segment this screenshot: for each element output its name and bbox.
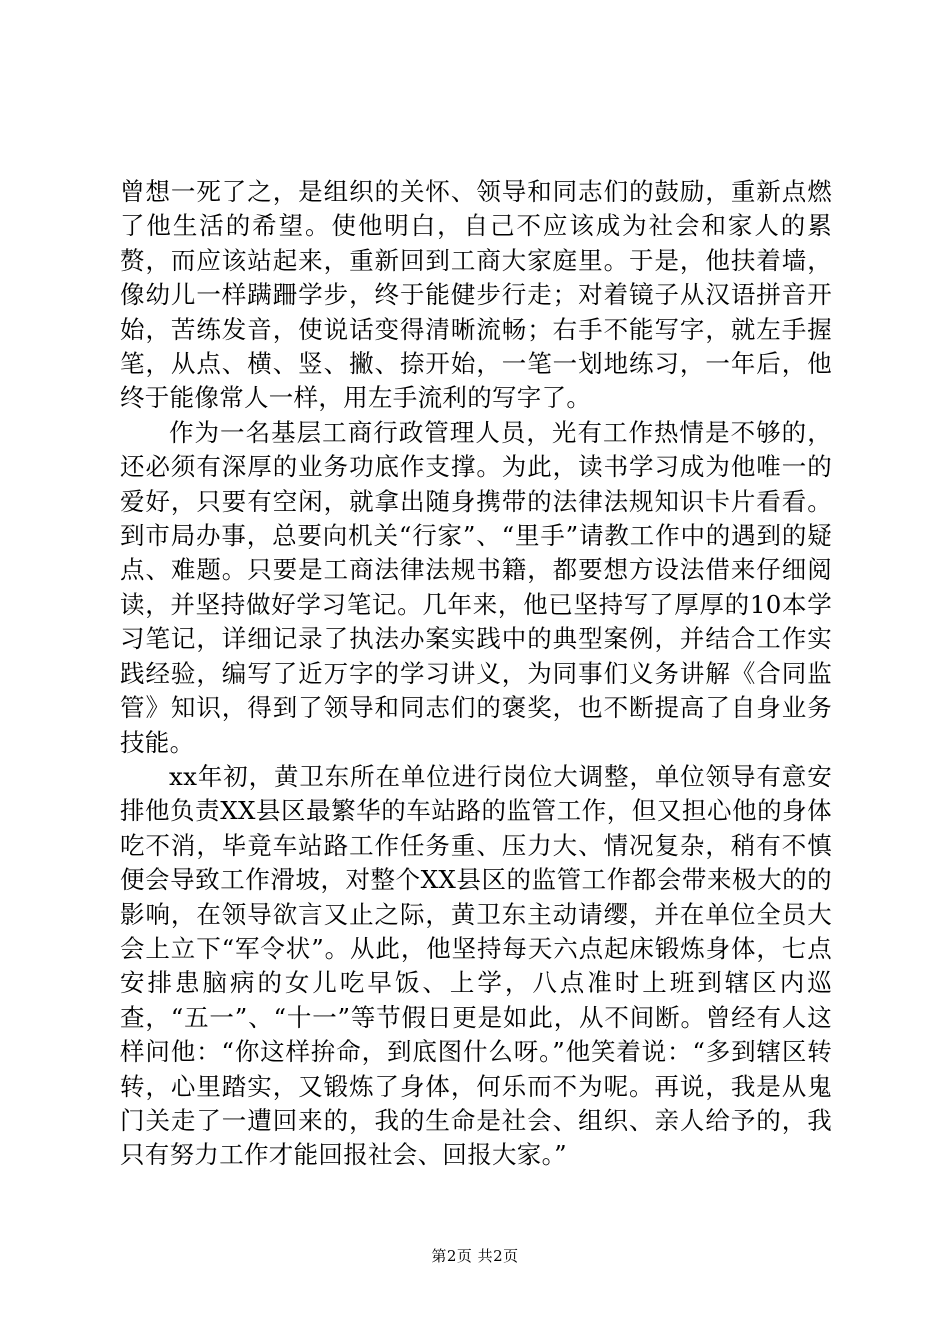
paragraph-1: 曾想一死了之，是组织的关怀、领导和同志们的鼓励，重新点燃了他生活的希望。使他明白，自己不应该成为社会和家人的累赘，而应该站起来，重新回到工商大家庭里。于是，他扶着墙，像幼儿一样蹒跚学步，终于能健步行走；对着镜子从汉语拼音开始，苦练发音，使说话变得清晰流畅；右手不能写字，就左手握笔，从点、横、竖、撇、捺开始，一笔一划地练习，一年后，他终于能像常人一样，用左手流利的写字了。 — [120, 177, 832, 413]
page-footer: 第2页 共2页 — [431, 1247, 519, 1265]
document-body — [120, 175, 832, 1173]
paragraph-2: 作为一名基层工商行政管理人员，光有工作热情是不够的，还必须有深厚的业务功底作支撑。为此，读书学习成为他唯一的爱好，只要有空闲，就拿出随身携带的法律法规知识卡片看看。到市局办事，总要向机关“行家”、“里手”请教工作中的遇到的疑点、难题。只要是工商法律法规书籍，都要想方设法借来仔细阅读，并坚持做好学习笔记。几年来，他已坚持写了厚厚的10本学习笔记，详细记录了执法办案实践中的典型案例，并结合工作实践经验，编写了近万字的学习讲义，为同事们义务讲解《合同监管》知识，得到了领导和同志们的褒奖，也不断提高了自身业务技能。 — [120, 417, 832, 757]
paragraph-3: xx年初，黄卫东所在单位进行岗位大调整，单位领导有意安排他负责XX县区最繁华的车站路的监管工作，但又担心他的身体吃不消，毕竟车站路工作任务重、压力大、情况复杂，稍有不慎便会导致工作滑坡，对整个XX县区的监管工作都会带来极大的的影响，在领导欲言又止之际，黄卫东主动请缨，并在单位全员大会上立下“军令状”。从此，他坚持每天六点起床锻炼身体，七点安排患脑病的女儿吃早饭、上学，八点准时上班到辖区内巡查，“五一”、“十一”等节假日更是如此，从不间断。曾经有人这样问他：“你这样拚命，到底图什么呀。”他笑着说：“多到辖区转转，心里踏实，又锻炼了身体，何乐而不为呢。再说，我是从鬼门关走了一遭回来的，我的生命是社会、组织、亲人给予的，我只有努力工作才能回报社会、回报大家。” — [120, 761, 832, 1170]
